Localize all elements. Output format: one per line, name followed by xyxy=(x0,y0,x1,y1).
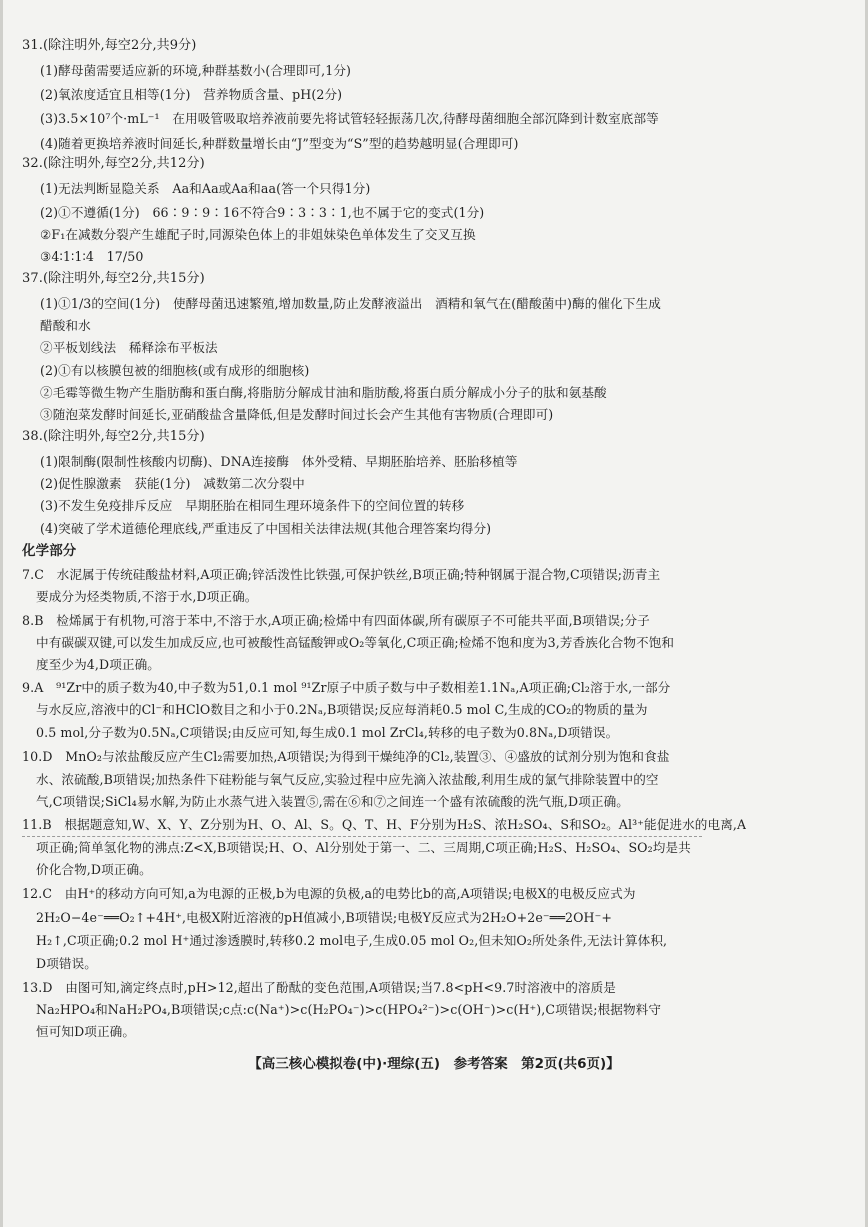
q13-answer: 13.D 由图可知,滴定终点时,pH>12,超出了酚酞的变色范围,A项错误;当7.8<pH<9.7时溶液中的溶质是 xyxy=(22,980,617,995)
q32-answer-2b: ②F₁在减数分裂产生雄配子时,同源染色体上的非姐妹染色单体发生了交叉互换 xyxy=(40,227,476,242)
q8-answer-cont-2: 度至少为4,D项正确。 xyxy=(36,657,160,672)
q11-answer-cont-1: 项正确;简单氢化物的沸点:Z<X,B项错误;H、O、Al分别处于第一、二、三周期,C项正确;H₂S、H₂SO₄、SO₂均是共 xyxy=(36,840,691,855)
q31-answer-1: (1)酵母菌需要适应新的环境,种群基数小(合理即可,1分) xyxy=(40,63,352,78)
q7-answer: 7.C 水泥属于传统硅酸盐材料,A项正确;锌活泼性比铁强,可保护铁丝,B项正确;特种钢属于混合物,C项错误;沥青主 xyxy=(22,567,661,582)
q10-answer-cont-1: 水、浓硫酸,B项错误;加热条件下硅粉能与氧气反应,实验过程中应先滴入浓盐酸,利用生成的氯气排除装置中的空 xyxy=(36,772,659,787)
q37-answer-1a-cont: 醋酸和水 xyxy=(40,318,91,333)
q32-heading: 32.(除注明外,每空2分,共12分) xyxy=(22,156,205,171)
q8-answer-cont-1: 中有碳碳双键,可以发生加成反应,也可被酸性高锰酸钾或O₂等氧化,C项正确;检烯不饱和度为3,芳香族化合物不饱和 xyxy=(36,635,675,650)
q13-answer-cont-1: Na₂HPO₄和NaH₂PO₄,B项错误;c点:c(Na⁺)>c(H₂PO₄⁻)>c(HPO₄²⁻)>c(OH⁻)>c(H⁺),C项错误;根据物料守 xyxy=(36,1002,662,1017)
q12-answer-cont-3: D项错误。 xyxy=(36,956,97,971)
q37-answer-2c: ③随泡菜发酵时间延长,亚硝酸盐含量降低,但是发酵时间过长会产生其他有害物质(合理即可) xyxy=(40,407,554,422)
scan-dashed-line xyxy=(22,836,702,837)
q31-answer-4: (4)随着更换培养液时间延长,种群数量增长由“J”型变为“S”型的趋势越明显(合理即可) xyxy=(40,136,519,151)
q38-heading: 38.(除注明外,每空2分,共15分) xyxy=(22,429,205,444)
q37-answer-1a: (1)①1/3的空间(1分) 使酵母菌迅速繁殖,增加数量,防止发酵液溢出 酒精和氧气在(醋酸菌中)酶的催化下生成 xyxy=(40,296,661,311)
q37-answer-2a: (2)①有以核膜包被的细胞核(或有成形的细胞核) xyxy=(40,363,310,378)
q31-heading: 31.(除注明外,每空2分,共9分) xyxy=(22,38,197,53)
q10-answer: 10.D MnO₂与浓盐酸反应产生Cl₂需要加热,A项错误;为得到干燥纯净的Cl₂,装置③、④盛放的试剂分别为饱和食盐 xyxy=(22,749,670,764)
q11-answer-cont-2: 价化合物,D项正确。 xyxy=(36,862,152,877)
q9-answer: 9.A ⁹¹Zr中的质子数为40,中子数为51,0.1 mol ⁹¹Zr原子中质子数与中子数相差1.1Nₐ,A项正确;Cl₂溶于水,一部分 xyxy=(22,680,671,695)
q38-answer-1: (1)限制酶(限制性核酸内切酶)、DNA连接酶 体外受精、早期胚胎培养、胚胎移植等 xyxy=(40,454,518,469)
q32-answer-2c: ③4∶1∶1∶4 17/50 xyxy=(40,249,144,264)
q38-answer-4: (4)突破了学术道德伦理底线,严重违反了中国相关法律法规(其他合理答案均得分) xyxy=(40,521,492,536)
q37-answer-2b: ②毛霉等微生物产生脂肪酶和蛋白酶,将脂肪分解成甘油和脂肪酸,将蛋白质分解成小分子的肽和氨基酸 xyxy=(40,385,607,400)
q12-answer: 12.C 由H⁺的移动方向可知,a为电源的正极,b为电源的负极,a的电势比b的高,A项错误;电极X的电极反应式为 xyxy=(22,886,636,901)
q37-heading: 37.(除注明外,每空2分,共15分) xyxy=(22,271,205,286)
q32-answer-2a: (2)①不遵循(1分) 66∶9∶9∶16不符合9∶3∶3∶1,也不属于它的变式(1分) xyxy=(40,205,485,220)
q38-answer-2: (2)促性腺激素 获能(1分) 减数第二次分裂中 xyxy=(40,476,305,491)
q11-answer: 11.B 根据题意知,W、X、Y、Z分别为H、O、Al、S。Q、T、H、F分别为H₂S、浓H₂SO₄、S和SO₂。Al³⁺能促进水的电离,A xyxy=(22,817,747,832)
q12-answer-cont-1: 2H₂O−4e⁻══O₂↑+4H⁺,电极X附近溶液的pH值减小,B项错误;电极Y反应式为2H₂O+2e⁻══2OH⁻+ xyxy=(36,910,613,925)
chemistry-section-title: 化学部分 xyxy=(22,543,77,559)
q38-answer-3: (3)不发生免疫排斥反应 早期胚胎在相同生理环境条件下的空间位置的转移 xyxy=(40,498,465,513)
q8-answer: 8.B 检烯属于有机物,可溶于苯中,不溶于水,A项正确;检烯中有四面体碳,所有碳原子不可能共平面,B项错误;分子 xyxy=(22,613,650,628)
q7-answer-cont: 要成分为烃类物质,不溶于水,D项正确。 xyxy=(36,589,258,604)
q9-answer-cont-1: 与水反应,溶液中的Cl⁻和HClO数目之和小于0.2Nₐ,B项错误;反应每消耗0.5 mol C,生成的CO₂的物质的量为 xyxy=(36,702,648,717)
q10-answer-cont-2: 气,C项错误;SiCl₄易水解,为防止水蒸气进入装置⑤,需在⑥和⑦之间连一个盛有浓硫酸的洗气瓶,D项正确。 xyxy=(36,794,629,809)
scan-left-edge xyxy=(0,0,3,1227)
q31-answer-2: (2)氧浓度适宜且相等(1分) 营养物质含量、pH(2分) xyxy=(40,87,343,102)
page-footer: 【高三核心模拟卷(中)·理综(五) 参考答案 第2页(共6页)】 xyxy=(248,1056,620,1072)
q9-answer-cont-2: 0.5 mol,分子数为0.5Nₐ,C项错误;由反应可知,每生成0.1 mol ZrCl₄,转移的电子数为0.8Nₐ,D项错误。 xyxy=(36,725,619,740)
q31-answer-3: (3)3.5×10⁷个·mL⁻¹ 在用吸管吸取培养液前要先将试管轻轻振荡几次,待酵母菌细胞全部沉降到计数室底部等 xyxy=(40,111,659,126)
q13-answer-cont-2: 恒可知D项正确。 xyxy=(36,1024,136,1039)
q37-answer-1b: ②平板划线法 稀释涂布平板法 xyxy=(40,340,218,355)
q12-answer-cont-2: H₂↑,C项正确;0.2 mol H⁺通过渗透膜时,转移0.2 mol电子,生成0.05 mol O₂,但未知O₂所处条件,无法计算体积, xyxy=(36,933,668,948)
q32-answer-1: (1)无法判断显隐关系 Aa和Aa或Aa和aa(答一个只得1分) xyxy=(40,181,371,196)
